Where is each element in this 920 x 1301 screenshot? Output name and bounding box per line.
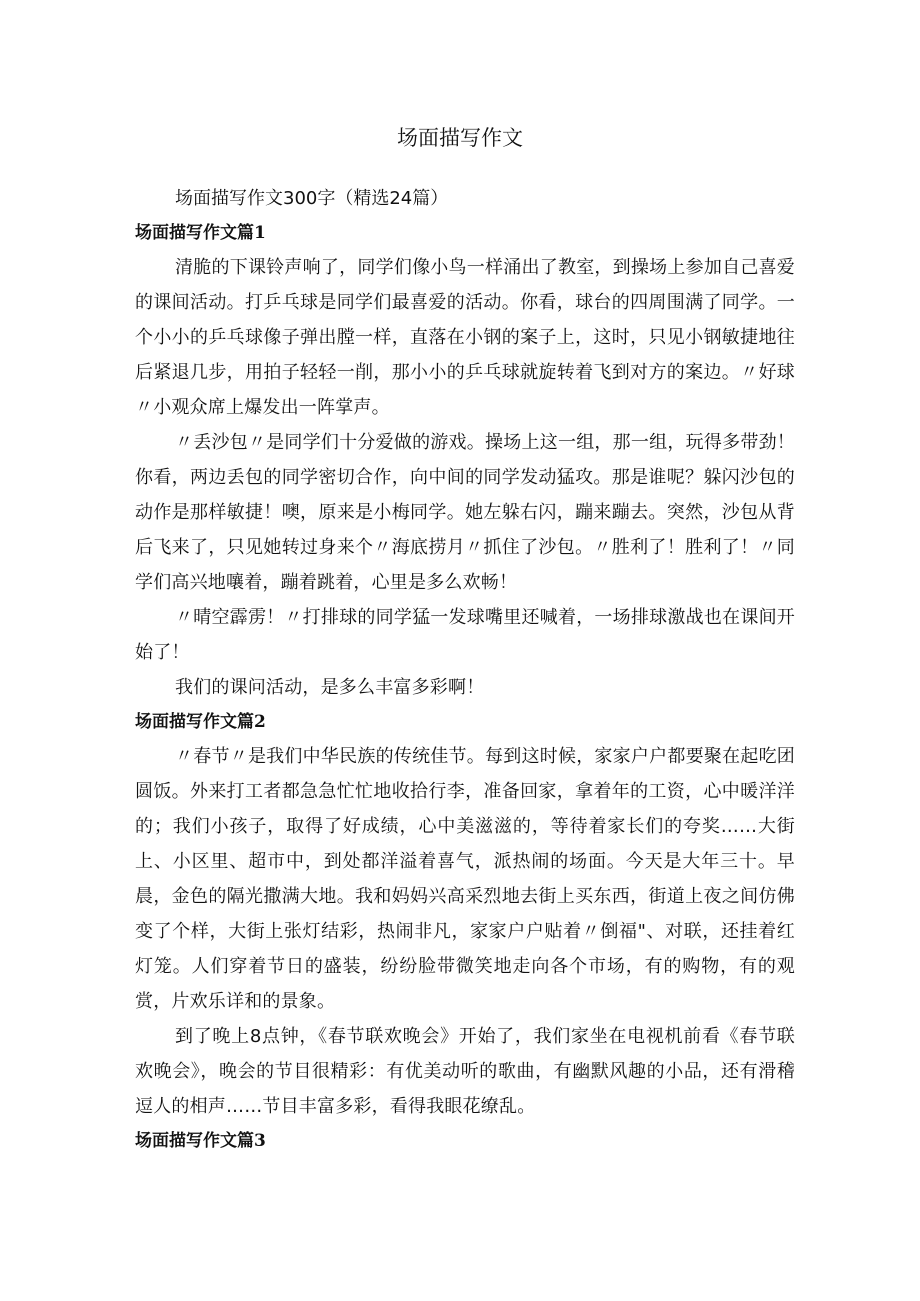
page-title: 场面描写作文 (397, 126, 523, 150)
paragraph: 〃丢沙包〃是同学们十分爱做的游戏。操场上这一组，那一组，玩得多带劲！你看，两边丢包的同学密切合作，向中间的同学发动猛攻。那是谁呢？躲闪沙包的动作是那样敏捷！噢，原来是小梅同学。她左躲右闪，蹦来蹦去。突然，沙包从背后飞来了，只见她转过身来个〃海底捞月〃抓住了沙包。〃胜利了！胜利了！〃同学们高兴地嚷着，蹦着跳着，心里是多么欢畅！ (135, 432, 795, 593)
section-2 (135, 705, 795, 1124)
paragraph: 〃春节〃是我们中华民族的传统佳节。每到这时候，家家户户都要聚在起吃团圆饭。外来打工者都急急忙忙地收拾行李，准备回家，拿着年的工资，心中暖洋洋的；我们小孩子，取得了好成绩，心中美滋滋的，等待着家长们的夸奖……大街上、小区里、超市中，到处都洋溢着喜气，派热闹的场面。今天是大年三十。早晨，金色的隔光撒满大地。我和妈妈兴高采烈地去街上买东西，街道上夜之间仿佛变了个样，大街上张灯结彩，热闹非凡，家家户户贴着〃倒福"、对联，还挂着红灯笼。人们穿着节日的盛装，纷纷脸带微笑地走向各个市场，有的购物，有的观赏，片欢乐详和的景象。 (135, 746, 795, 1012)
section-heading: 场面描写作文篇3 (135, 1131, 266, 1151)
paragraph: 我们的课问活动，是多么丰富多彩啊！ (175, 677, 485, 698)
paragraph: 清脆的下课铃声响了，同学们像小鸟一样涌出了教室，到操场上参加自己喜爱的课间活动。打乒乓球是同学们最喜爱的活动。你看，球台的四周围满了同学。一个小小的乒乓球像子弹出膛一样，直落在小钢的案子上，这时，只见小钢敏捷地往后紧退几步，用拍子轻轻一削，那小小的乒乓球就旋转着飞到对方的案边。〃好球〃小观众席上爆发出一阵掌声。 (135, 257, 795, 418)
document-subtitle: 场面描写作文300字（精选24篇） (175, 188, 449, 209)
section-heading: 场面描写作文篇1 (135, 223, 266, 243)
section-1 (135, 216, 795, 705)
section-heading: 场面描写作文篇2 (135, 712, 266, 732)
paragraph: 〃晴空霹雳！〃打排球的同学猛一发球嘴里还喊着，一场排球激战也在课间开始了！ (135, 607, 795, 663)
section-3 (135, 1124, 795, 1158)
paragraph: 到了晚上8点钟，《春节联欢晚会》开始了，我们家坐在电视机前看《春节联欢晚会》，晚会的节目很精彩：有优美动听的歌曲，有幽默风趣的小品，还有滑稽逗人的相声……节目丰富多彩，看得我眼花缭乱。 (135, 1026, 795, 1117)
document-body (135, 182, 795, 1158)
